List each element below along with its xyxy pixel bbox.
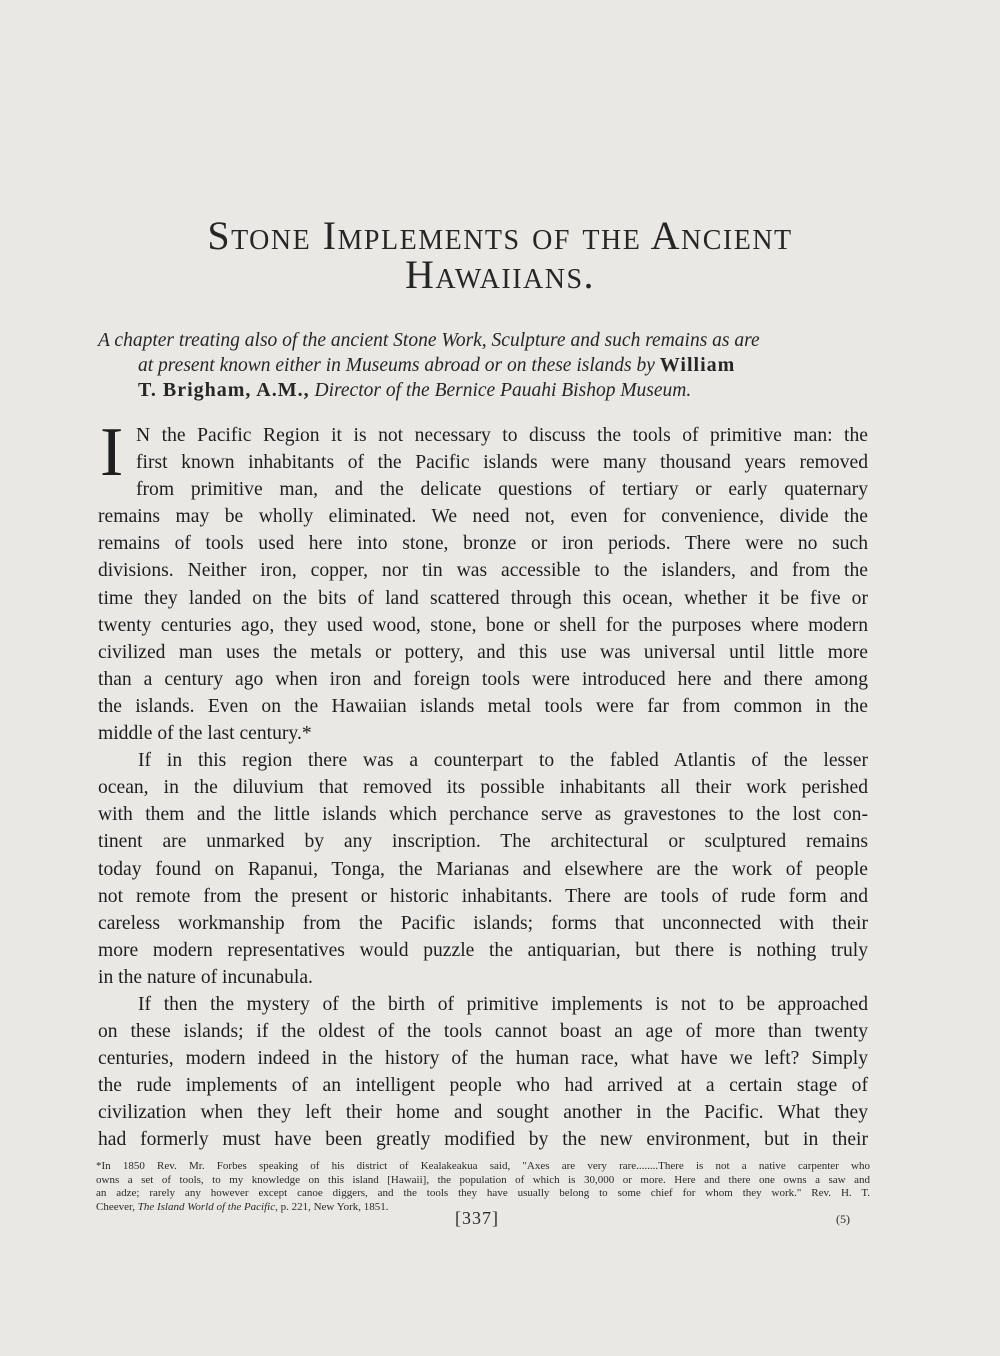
body-line: the islands. Even on the Hawaiian islands metal tools were far from common in the	[98, 695, 868, 717]
subtitle-text: at present known either in Museums abroad or on these islands by	[138, 355, 660, 376]
body-line: civilized man uses the metals or pottery, and this use was universal until little more	[98, 641, 868, 663]
body-line: remains may be wholly eliminated. We need not, even for convenience, divide the	[98, 506, 868, 528]
body-line: middle of the last century.*	[98, 723, 312, 745]
body-line: tinent are unmarked by any inscription. The architectural or sculptured remains	[98, 831, 868, 853]
signature-mark: (5)	[836, 1212, 850, 1226]
body-line: N the Pacific Region it is not necessary to discuss the tools of primitive man: the	[136, 425, 868, 446]
body-line: time they landed on the bits of land scattered through this ocean, whether it be five or	[98, 587, 868, 609]
body-line: on these islands; if the oldest of the tools cannot boast an age of more than twenty	[98, 1021, 868, 1043]
body-line: than a century ago when iron and foreign tools were introduced here and there among	[98, 668, 868, 690]
body-line: from primitive man, and the delicate questions of tertiary or early quaternary	[136, 479, 868, 501]
body-line: remains of tools used here into stone, bronze or iron periods. There were no such	[98, 533, 868, 555]
article-subtitle	[98, 328, 878, 403]
body-line: If then the mystery of the birth of primitive implements is not to be approached	[138, 993, 868, 1015]
footnote-text: Cheever,	[96, 1200, 138, 1213]
footnote-line: an adze; rarely any however except canoe diggers, and the tools they have usually belong to some chief for whom they work." Rev. H. T.	[96, 1187, 870, 1200]
body-line: twenty centuries ago, they used wood, stone, bone or shell for the purposes where modern	[98, 614, 868, 636]
page-number: [337]	[455, 1208, 499, 1228]
body-line: had formerly must have been greatly modified by the new environment, but in their	[98, 1129, 868, 1151]
footnote-text: , p. 221, New York, 1851.	[275, 1200, 389, 1213]
body-line: today found on Rapanui, Tonga, the Marianas and elsewhere are the work of people	[98, 858, 868, 880]
body-line: the rude implements of an intelligent people who had arrived at a certain stage of	[98, 1075, 868, 1097]
body-line: with them and the little islands which perchance serve as gravestones to the lost con-	[98, 804, 868, 826]
body-line: If in this region there was a counterpart to the fabled Atlantis of the lesser	[138, 750, 868, 772]
article-title-line-2: Hawaiians.	[404, 252, 596, 297]
article-body	[98, 414, 868, 1154]
body-line: civilization when they left their home and sought another in the Pacific. What they	[98, 1102, 868, 1124]
body-line: in the nature of incunabula.	[98, 966, 313, 988]
body-line: centuries, modern indeed in the history of the human race, what have we left? Simply	[98, 1048, 868, 1070]
subtitle-line-3	[98, 378, 878, 403]
drop-cap: I	[100, 414, 124, 491]
article-title-line-1: Stone Implements of the Ancient	[207, 213, 793, 258]
body-line: careless workmanship from the Pacific islands; forms that unconnected with their	[98, 912, 868, 934]
subtitle-line-2	[98, 353, 878, 378]
body-line: divisions. Neither iron, copper, nor tin was accessible to the islanders, and from the	[98, 560, 868, 582]
cited-work-title: The Island World of the Pacific	[137, 1200, 276, 1213]
footnote-line: *In 1850 Rev. Mr. Forbes speaking of his district of Kealakeakua said, "Axes are very rare........There is not a native carpenter who	[96, 1160, 870, 1172]
body-line: not remote from the present or historic inhabitants. There are tools of rude form and	[98, 885, 868, 907]
footnote-line: owns a set of tools, to my knowledge on this island [Hawaii], the population of which is 30,000 or more. Here and there one owns a saw and	[96, 1173, 870, 1186]
author-affiliation: Director of the Bernice Pauahi Bishop Museum.	[309, 380, 692, 401]
subtitle-line-1: A chapter treating also of the ancient Stone Work, Sculpture and such remains as are	[98, 330, 760, 351]
body-line: more modern representatives would puzzle the antiquarian, but there is nothing truly	[98, 939, 868, 961]
footnote	[96, 1160, 870, 1214]
author-name: William	[659, 354, 736, 376]
body-line: first known inhabitants of the Pacific islands were many thousand years removed	[136, 452, 868, 474]
body-line: ocean, in the diluvium that removed its possible inhabitants all their work perished	[98, 777, 868, 799]
author-name-continued: T. Brigham, A.M.,	[138, 379, 310, 401]
